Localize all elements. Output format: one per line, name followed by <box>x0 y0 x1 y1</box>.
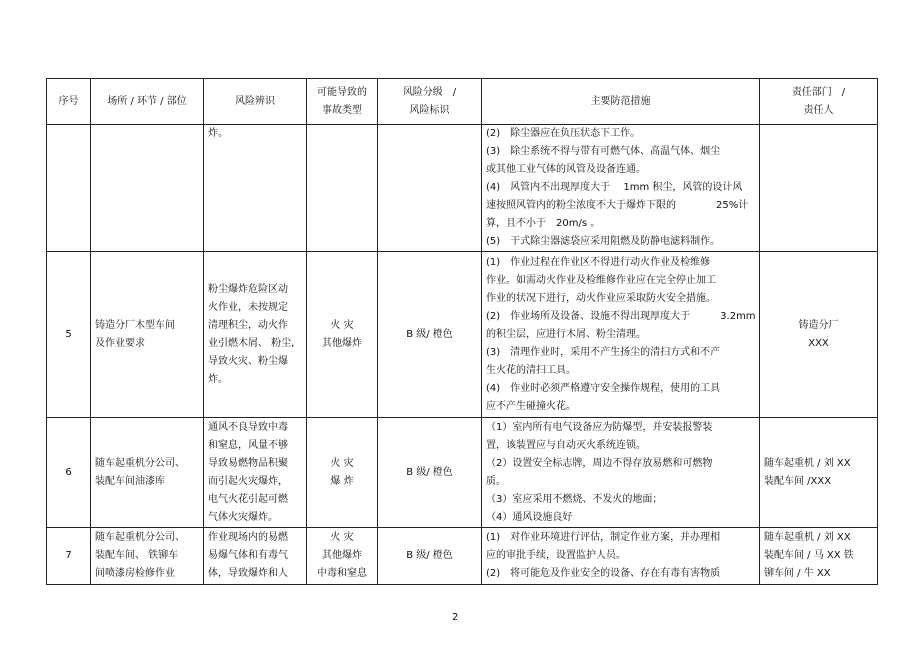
cell-place <box>91 125 204 252</box>
accident-line: 火 灾 <box>330 457 354 469</box>
measure-line: (3) 除尘系统不得与带有可燃气体、高温气体、烟尘 <box>486 146 721 157</box>
accident-line: 其他爆炸 <box>322 337 362 349</box>
table-row <box>47 252 878 418</box>
cell-accident <box>307 528 378 585</box>
risk-line: 易爆气体和有毒气 <box>208 550 288 561</box>
page-number: 2 <box>452 612 459 623</box>
resp-line: 铆车间 / 牛 XX <box>764 568 831 579</box>
measure-line: (1) 对作业环境进行评估，制定作业方案，并办理相 <box>486 532 721 543</box>
risk-line: 火作业，未按规定 <box>208 301 288 313</box>
cell-resp <box>760 418 878 528</box>
cell-resp <box>760 125 878 252</box>
header-accident-line: 可能导致的 <box>317 86 367 98</box>
accident-line: 火 灾 <box>330 532 354 543</box>
measure-line: (4) 风管内不出现厚度大于 1mm 积尘，风管的设计风 <box>486 182 743 193</box>
place-line: 装配车间油漆库 <box>95 475 165 487</box>
measure-line: （3）室应采用不燃烧、不发火的地面； <box>486 493 663 505</box>
cell-level: B 级/ 橙色 <box>378 528 482 585</box>
measure-line: 置，该装置应与自动灭火系统连锁。 <box>486 439 646 451</box>
risk-line: 作业现场内的易燃 <box>208 532 288 543</box>
cell-place <box>91 418 204 528</box>
header-accident-line: 事故类型 <box>322 104 362 116</box>
measure-line: 作业的状况下进行，动火作业应采取防火安全措施。 <box>486 292 716 304</box>
cell-measures <box>482 418 760 528</box>
resp-line: 装配车间 / 马 XX 铁 <box>764 550 854 561</box>
accident-line: 其他爆炸 <box>322 550 362 561</box>
cell-measures <box>482 125 760 252</box>
measure-line: 应的审批手续，设置监护人员。 <box>486 550 626 561</box>
header-level <box>378 79 482 125</box>
place-line: 铸造分厂木型车间 <box>95 319 175 331</box>
risk-line: 导致火灾、粉尘爆 <box>208 355 288 367</box>
measure-line: 作业。如需动火作业及检维修作业应在完全停止加工 <box>486 274 716 286</box>
risk-line: 体，导致爆炸和人 <box>208 568 288 579</box>
resp-line: XXX <box>808 337 829 349</box>
risk-line: 导致易燃物品积聚 <box>208 457 288 469</box>
measure-line: (2) 除尘器应在负压状态下工作。 <box>486 128 641 139</box>
header-measures: 主要防范措施 <box>482 79 760 125</box>
header-resp-line: 责任人 <box>803 104 834 116</box>
measure-line: (2) 将可能危及作业安全的设备、存在有毒有害物质 <box>486 568 721 579</box>
place-line: 随车起重机分公司、 <box>95 457 185 469</box>
resp-line: 随车起重机 / 刘 XX <box>764 532 851 543</box>
risk-line: 炸。 <box>208 373 228 385</box>
cell-level: B 级/ 橙色 <box>378 252 482 418</box>
measure-line: (5) 干式除尘器滤袋应采用阻燃及防静电滤料制作。 <box>486 236 721 247</box>
cell-accident <box>307 252 378 418</box>
cell-resp <box>760 252 878 418</box>
table-row <box>47 418 878 528</box>
measure-line: （2）设置安全标志牌，周边不得存放易燃和可燃物 <box>486 457 713 469</box>
place-line: 间喷漆房检修作业 <box>95 568 175 579</box>
risk-line: 通风不良导致中毒 <box>208 421 288 433</box>
header-place: 场所 / 环节 / 部位 <box>91 79 204 125</box>
accident-line: 中毒和窒息 <box>317 568 367 579</box>
risk-line: 炸。 <box>208 128 228 139</box>
header-resp <box>760 79 878 125</box>
cell-measures <box>482 252 760 418</box>
measure-line: 应不产生碰撞火花。 <box>486 400 576 412</box>
cell-no: 6 <box>47 418 91 528</box>
cell-no: 5 <box>47 252 91 418</box>
cell-measures <box>482 528 760 585</box>
header-resp-line: 责任部门 / <box>791 86 846 98</box>
header-risk: 风险辨识 <box>204 79 307 125</box>
accident-line: 爆 炸 <box>330 475 354 487</box>
header-row <box>47 79 878 125</box>
measure-line: (1) 作业过程在作业区不得进行动火作业及检维修 <box>486 256 711 268</box>
measure-line: (3) 清理作业时，采用不产生扬尘的清扫方式和不产 <box>486 346 721 358</box>
risk-line: 清理积尘，动火作 <box>208 319 288 331</box>
cell-level: B 级/ 橙色 <box>378 418 482 528</box>
cell-risk <box>204 125 307 252</box>
cell-place <box>91 528 204 585</box>
header-no: 序号 <box>47 79 91 125</box>
risk-table <box>46 78 878 585</box>
measure-line: （1）室内所有电气设备应为防爆型，并安装报警装 <box>486 421 713 433</box>
header-level-line: 风险分级 / <box>402 86 457 98</box>
measure-line: 或其他工业气体的风管及设备连通。 <box>486 164 646 175</box>
cell-risk <box>204 528 307 585</box>
risk-line: 而引起火灾爆炸， <box>208 475 288 487</box>
place-line: 及作业要求 <box>95 337 145 349</box>
measure-line: （4）通风设施良好 <box>486 511 573 523</box>
cell-no: 7 <box>47 528 91 585</box>
resp-line: 铸造分厂 <box>798 319 839 331</box>
measure-line: 生火花的清扫工具。 <box>486 364 576 376</box>
measure-line: 速按照风管内的粉尘浓度不大于爆炸下限的 25%计 <box>486 200 749 211</box>
cell-no <box>47 125 91 252</box>
table-row-continuation <box>47 125 878 252</box>
cell-level <box>378 125 482 252</box>
risk-line: 粉尘爆炸危险区动 <box>208 283 288 295</box>
header-accident <box>307 79 378 125</box>
place-line: 装配车间、 铁铆车 <box>95 550 179 561</box>
risk-line: 和窒息，风量不够 <box>208 439 288 451</box>
risk-line: 电气火花引起可燃 <box>208 493 288 505</box>
cell-risk <box>204 252 307 418</box>
measure-line: (4) 作业时必须严格遵守安全操作规程，使用的工具 <box>486 382 721 394</box>
cell-resp <box>760 528 878 585</box>
cell-risk <box>204 418 307 528</box>
table-row <box>47 528 878 585</box>
measure-line: 的积尘层，应进行木屑、粉尘清理。 <box>486 328 646 340</box>
header-level-line: 风险标识 <box>409 104 450 116</box>
cell-place <box>91 252 204 418</box>
measure-line: 质。 <box>486 475 506 487</box>
cell-accident <box>307 125 378 252</box>
risk-line: 业引燃木屑、 粉尘, <box>208 337 295 349</box>
measure-line: (2) 作业场所及设备、设施不得出现厚度大于 3.2mm <box>486 310 756 322</box>
cell-accident <box>307 418 378 528</box>
accident-line: 火 灾 <box>330 319 354 331</box>
resp-line: 随车起重机 / 刘 XX <box>764 457 851 469</box>
measure-line: 算，且不小于 20m/s 。 <box>486 218 601 229</box>
risk-line: 气体火灾爆炸。 <box>208 511 278 523</box>
place-line: 随车起重机分公司、 <box>95 532 185 543</box>
resp-line: 装配车间 /XXX <box>764 475 832 487</box>
